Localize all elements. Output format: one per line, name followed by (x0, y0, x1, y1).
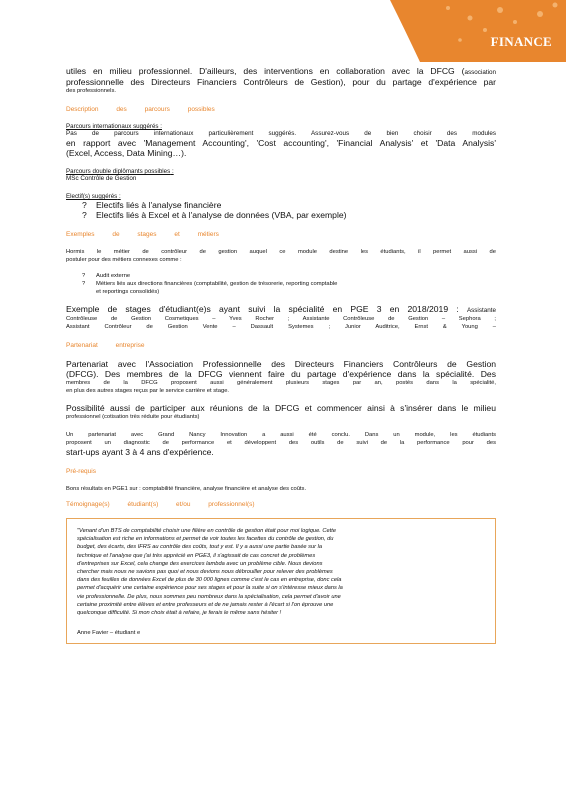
intro-line-3: des professionnels. (66, 88, 116, 94)
intl-text-3: (Excel, Access, Data Mining…). (66, 148, 187, 158)
stage-item-1: ? Audit externe (82, 273, 131, 279)
intro-line-2: professionnelle des Directeurs Financiers Contrôleurs de Gestion), pour du partage d'expérience par (66, 77, 496, 87)
heading-stages: Exemples de stages et métiers (66, 231, 219, 238)
quote-line-9: vie professionnelle. De plus, nous sommes peu nombreux dans la spécialisation, cela permet d'avoir une (77, 593, 341, 600)
intl-text-2: en rapport avec 'Management Accounting', 'Cost accounting', 'Financial Analysis' et 'Data Analysis' (66, 138, 496, 148)
intl-title: Parcours internationaux suggérés : (66, 123, 162, 130)
electifs-title: Electif(s) suggérés : (66, 193, 121, 200)
partenariat-p3-l3: start-ups ayant 3 à 4 ans d'expérience. (66, 447, 214, 457)
partenariat-p1-l2: (DFCG). Des membres de la DFCG viennent faire du partage d'expérience dans la spécialité. Des (66, 369, 496, 379)
partenariat-p2-l1: Possibilité aussi de participer aux réunions de la DFCG et commencer ainsi à s'insérer dans le milieu (66, 403, 496, 413)
electif-item-1: ? Electifs liés à l'analyse financière (82, 200, 222, 210)
finance-banner (350, 0, 566, 62)
example-line-2: Contrôleuse de Gestion Cosmetiques – Yves Rocher ; Assistante Contrôleuse de Gestion – Sephora ; (66, 316, 496, 322)
quote-line-7: dans des feuilles de données Excel de plus de 30 000 lignes comme c'est le cas en entreprise, donc cela (77, 577, 342, 584)
quote-line-11: quelconque difficulté. Si mon choix était à refaire, je ferais le même sans hésiter ! (77, 610, 282, 617)
double-title: Parcours double diplômants possibles : (66, 168, 174, 175)
quote-line-6: chercher mais nous ne savions pas quoi et nous devions nous débrouiller pour relever des problèmes (77, 569, 333, 576)
partenariat-p3-l2: proposent un diagnostic de performance et développent des outils de suivi de la performance pour des (66, 440, 496, 446)
quote-line-1: "Venant d'un BTS de comptabilité choisir une filière en contrôle de gestion était pour moi logique. Cette (77, 528, 336, 534)
quote-line-2: spécialisation est riche en informations et permet de voir toutes les facettes du contrôle de gestion, du (77, 536, 334, 543)
example-line-3: Assistant Contrôleur de Gestion Vente – Dassault Systemes ; Junior Auditrice, Ernst & Young – (66, 324, 496, 330)
quote-line-3: budget, des écarts, des IFRS au contrôle des coûts, tout y est. Il y a aussi une partie basée sur la (77, 544, 323, 551)
stage-item-2: ? Métiers liés aux directions financières (comptabilité, gestion de trésorerie, reporting comptable (82, 281, 338, 287)
heading-temoignage: Témoignage(s) étudiant(s) et/ou professionnel(s) (66, 501, 255, 508)
quote-line-5: d'entreprises sur Excel, cela change des exercices lambda avec un problème cible. Nous devions (77, 560, 323, 567)
prerequis-text: Bons résultats en PGE1 sur : comptabilité financière, analyse financière et analyse des coûts. (66, 486, 307, 492)
partenariat-p1-l3: membres de la DFCG proposent aussi généralement plusieurs stages par an, postés dans la spécialité, (66, 380, 496, 386)
banner-shape (350, 0, 566, 62)
partenariat-p1-l1: Partenariat avec l'Association Professionnelle des Directeurs Financiers Contrôleurs de Gestion (66, 359, 496, 369)
banner-title: FINANCE (490, 34, 552, 49)
document-body (66, 66, 496, 644)
stages-text-1: Hormis le métier de contrôleur de gestion auquel ce module destine les étudiants, il permet aussi de (66, 249, 496, 255)
stages-text-2: postuler pour des métiers connexes comme : (66, 257, 182, 263)
partenariat-p2-l2: professionnel (cotisation très réduite pour étudiants) (66, 414, 200, 420)
example-line-1: Exemple de stages d'étudiant(e)s ayant suivi la spécialité en PGE 3 en 2018/2019 : Assistante (66, 304, 496, 314)
partenariat-p1-l4: en plus des autres stages reçus par le service carrière et stage. (66, 388, 230, 394)
intro-line-1: utiles en milieu professionnel. D'ailleurs, des interventions en collaboration avec la DFCG (association (66, 66, 496, 76)
heading-partenariat: Partenariat entreprise (66, 342, 145, 349)
quote-line-8: permet d'acquérir une certaine expérience pour ses stages et pour la suite si on s'intéresse mieux dans la (77, 585, 343, 592)
heading-prerequis: Pré-requis (66, 468, 96, 475)
double-text: MSc Contrôle de Gestion (66, 175, 137, 182)
electif-item-2: ? Electifs liés à Excel et à l'analyse de données (VBA, par exemple) (82, 210, 347, 220)
quote-line-4: technique et l'analyse que j'ai très apprécié en PGE3, il s'agissait de cas concret de problèmes (77, 552, 316, 559)
stage-item-2-cont: et reportings consolidés) (96, 289, 160, 295)
intl-text-1: Pas de parcours internationaux particulièrement suggérés. Assurez-vous de bien choisir des modules (66, 130, 496, 137)
quote-line-10: certaine proximité entre élèves et entre professeurs et de ne jamais rester à l'écart si l'on éprouve une (77, 601, 334, 608)
testimonial-signature: Anne Favier – étudiant e (77, 630, 141, 637)
testimonial-box (66, 518, 496, 644)
heading-parcours: Description des parcours possibles (66, 106, 215, 113)
partenariat-p3-l1: Un partenariat avec Grand Nancy Innovation a aussi été conclu. Dans un module, les étudiants (66, 432, 496, 438)
